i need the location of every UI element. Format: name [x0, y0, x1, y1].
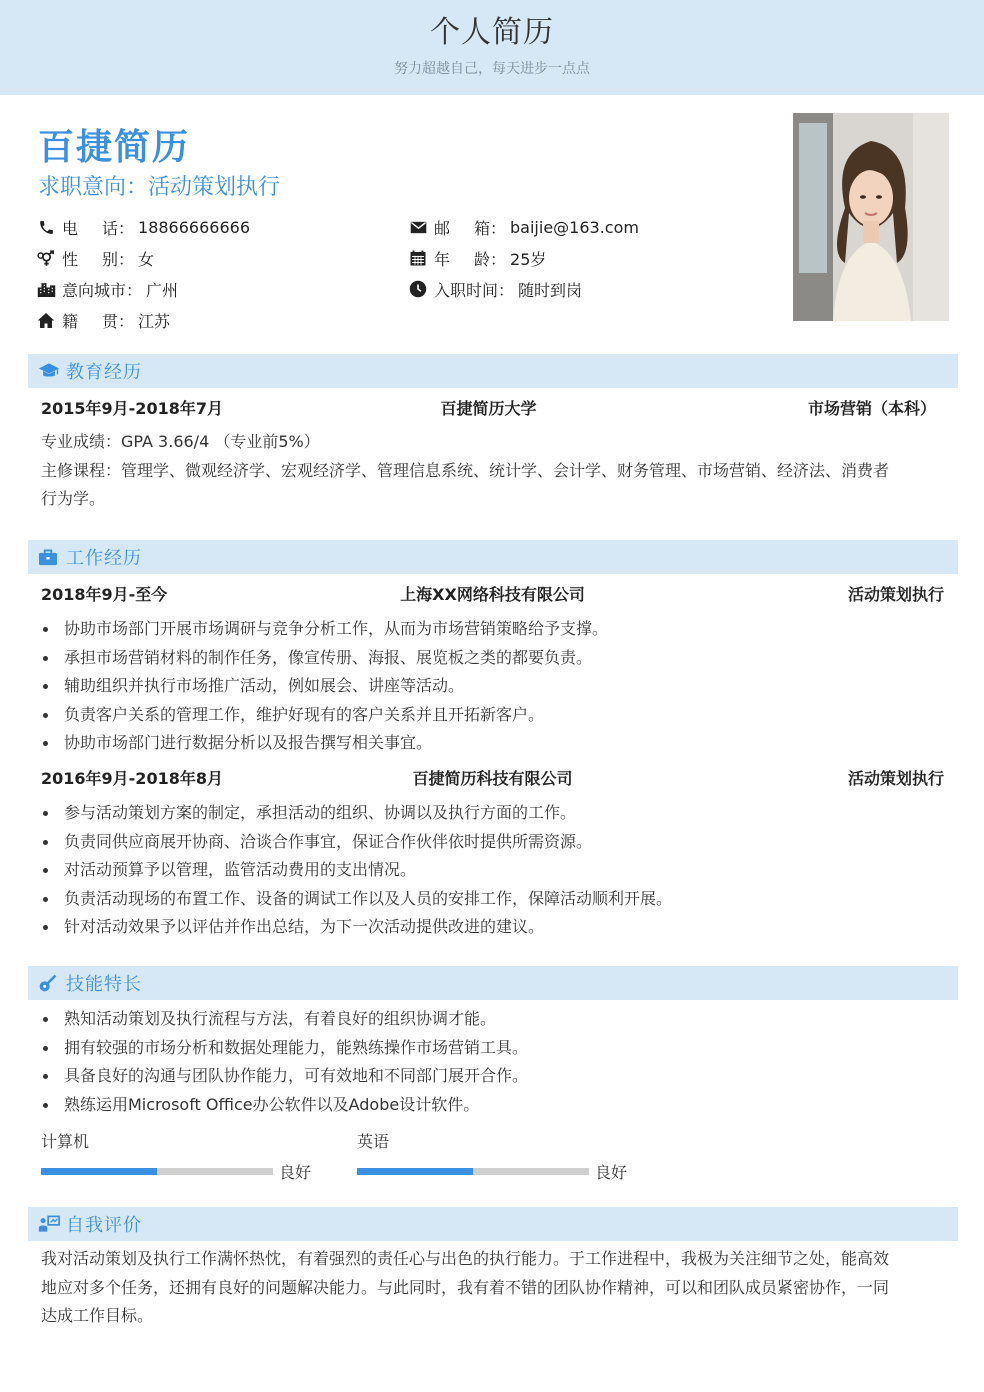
info-value-city: 广州 — [146, 280, 179, 300]
self-eval-line-1: 我对活动策划及执行工作满怀热忱，有着强烈的责任心与出色的执行能力。于工作进程中，我极为关注细节之处，能高效 — [41, 1249, 890, 1268]
education-period: 2015年9月-2018年7月 — [41, 399, 223, 418]
education-title: 教育经历 — [66, 362, 142, 383]
job-1-duties — [41, 615, 941, 758]
skill-level: 良好 — [279, 1163, 312, 1182]
skill-progress-fill — [357, 1168, 473, 1175]
list-item: 拥有较强的市场分析和数据处理能力，能熟练操作市场营销工具。 — [41, 1034, 941, 1063]
graduation-cap-icon — [38, 361, 60, 381]
page-header — [0, 0, 984, 95]
job-2-row — [41, 766, 944, 789]
info-phone: 电 话 ： 18866666666 — [36, 215, 250, 239]
list-item: 负责同供应商展开协商、洽谈合作事宜，保证合作伙伴依时提供所需资源。 — [41, 828, 941, 857]
list-item: 熟知活动策划及执行流程与方法，有着良好的组织协调才能。 — [41, 1005, 941, 1034]
email-icon — [408, 217, 428, 237]
skill-computer — [41, 1129, 311, 1183]
phone-icon — [36, 217, 56, 237]
education-score: 专业成绩：GPA 3.66/4 （专业前5%） — [41, 432, 320, 451]
info-city: 意向城市 ： 广州 — [36, 277, 178, 301]
calendar-icon — [408, 248, 428, 268]
info-hometown: 籍 贯 ： 江苏 — [36, 308, 170, 332]
list-item: 辅助组织并执行市场推广活动，例如展会、讲座等活动。 — [41, 672, 941, 701]
page-title: 个人简历 — [430, 15, 554, 50]
list-item: 协助市场部门开展市场调研与竞争分析工作，从而为市场营销策略给予支撑。 — [41, 615, 941, 644]
job-2-duties — [41, 799, 941, 942]
briefcase-icon — [38, 547, 60, 567]
skill-name: 计算机 — [41, 1132, 90, 1151]
info-value-email: baijie@163.com — [510, 217, 639, 237]
info-label-phone-1: 电 — [62, 218, 79, 238]
list-item: 熟练运用Microsoft Office办公软件以及Adobe设计软件。 — [41, 1091, 941, 1120]
info-label-start: 入职时间 — [434, 280, 499, 300]
self-eval-line-2: 地应对多个任务，还拥有良好的问题解决能力。与此同时，我有着不错的团队协作精神，可以和团队成员紧密协作，一同 — [41, 1278, 890, 1297]
education-courses-line-2: 行为学。 — [41, 489, 106, 508]
info-gender: 性 别 ： 女 — [36, 246, 154, 270]
skills-title: 技能特长 — [66, 974, 142, 995]
job-2-period: 2016年9月-2018年8月 — [41, 769, 223, 788]
self-eval-title: 自我评价 — [66, 1215, 142, 1236]
work-header — [28, 540, 958, 574]
info-email: 邮 箱 ： baijie@163.com — [408, 215, 639, 239]
list-item: 负责客户关系的管理工作，维护好现有的客户关系并且开拓新客户。 — [41, 701, 941, 730]
skill-name: 英语 — [357, 1132, 390, 1151]
skill-level: 良好 — [595, 1163, 628, 1182]
list-item: 对活动预算予以管理，监管活动费用的支出情况。 — [41, 856, 941, 885]
job-1-role: 活动策划执行 — [847, 585, 944, 604]
guitar-icon — [38, 973, 60, 993]
job-1-period: 2018年9月-至今 — [41, 585, 168, 604]
job-2-role: 活动策划执行 — [847, 769, 944, 788]
skill-progress-fill — [41, 1168, 157, 1175]
info-start-date: 入职时间 ： 随时到岗 — [408, 277, 582, 301]
list-item: 参与活动策划方案的制定，承担活动的组织、协调以及执行方面的工作。 — [41, 799, 941, 828]
education-header — [28, 354, 958, 388]
education-major: 市场营销（本科） — [807, 399, 936, 418]
presentation-icon — [38, 1214, 60, 1234]
skill-progress-bar — [41, 1168, 273, 1175]
info-age: 年 龄 ： 25岁 — [408, 246, 546, 270]
self-eval-line-3: 达成工作目标。 — [41, 1306, 154, 1325]
work-title: 工作经历 — [66, 548, 142, 569]
city-icon — [36, 279, 56, 299]
info-value-start: 随时到岗 — [518, 280, 583, 300]
list-item: 协助市场部门进行数据分析以及报告撰写相关事宜。 — [41, 729, 941, 758]
list-item: 负责活动现场的布置工作、设备的调试工作以及人员的安排工作，保障活动顺利开展。 — [41, 885, 941, 914]
self-eval-header — [28, 1207, 958, 1241]
job-intent: 求职意向：活动策划执行 — [38, 175, 281, 200]
list-item: 针对活动效果予以评估并作出总结，为下一次活动提供改进的建议。 — [41, 913, 941, 942]
info-value-age: 25岁 — [510, 249, 547, 269]
job-2-company: 百捷简历科技有限公司 — [412, 769, 573, 788]
skill-progress-bar — [357, 1168, 589, 1175]
skills-header — [28, 966, 958, 1000]
list-item: 具备良好的沟通与团队协作能力，可有效地和不同部门展开合作。 — [41, 1062, 941, 1091]
education-courses-line-1: 主修课程：管理学、微观经济学、宏观经济学、管理信息系统、统计学、会计学、财务管理、市场营销、经济法、消费者 — [41, 461, 890, 480]
info-value-hometown: 江苏 — [138, 311, 171, 331]
job-1-company: 上海XX网络科技有限公司 — [400, 585, 585, 604]
page-subtitle: 努力超越自己，每天进步一点点 — [394, 61, 590, 77]
info-label-city: 意向城市 — [62, 280, 127, 300]
skill-english — [357, 1129, 627, 1183]
home-icon — [36, 310, 56, 330]
skills-list — [41, 1005, 941, 1119]
info-label-phone-2: 话 — [101, 218, 118, 238]
education-row — [41, 396, 944, 419]
gender-icon — [36, 248, 56, 268]
profile-photo — [793, 113, 949, 321]
info-value-gender: 女 — [138, 249, 155, 269]
info-value-phone: 18866666666 — [138, 217, 250, 237]
education-school: 百捷简历大学 — [440, 399, 537, 418]
list-item: 承担市场营销材料的制作任务，像宣传册、海报、展览板之类的都要负责。 — [41, 644, 941, 673]
profile-section — [0, 95, 984, 340]
clock-icon — [408, 279, 428, 299]
candidate-name: 百捷简历 — [38, 127, 191, 168]
job-1-row — [41, 582, 944, 605]
